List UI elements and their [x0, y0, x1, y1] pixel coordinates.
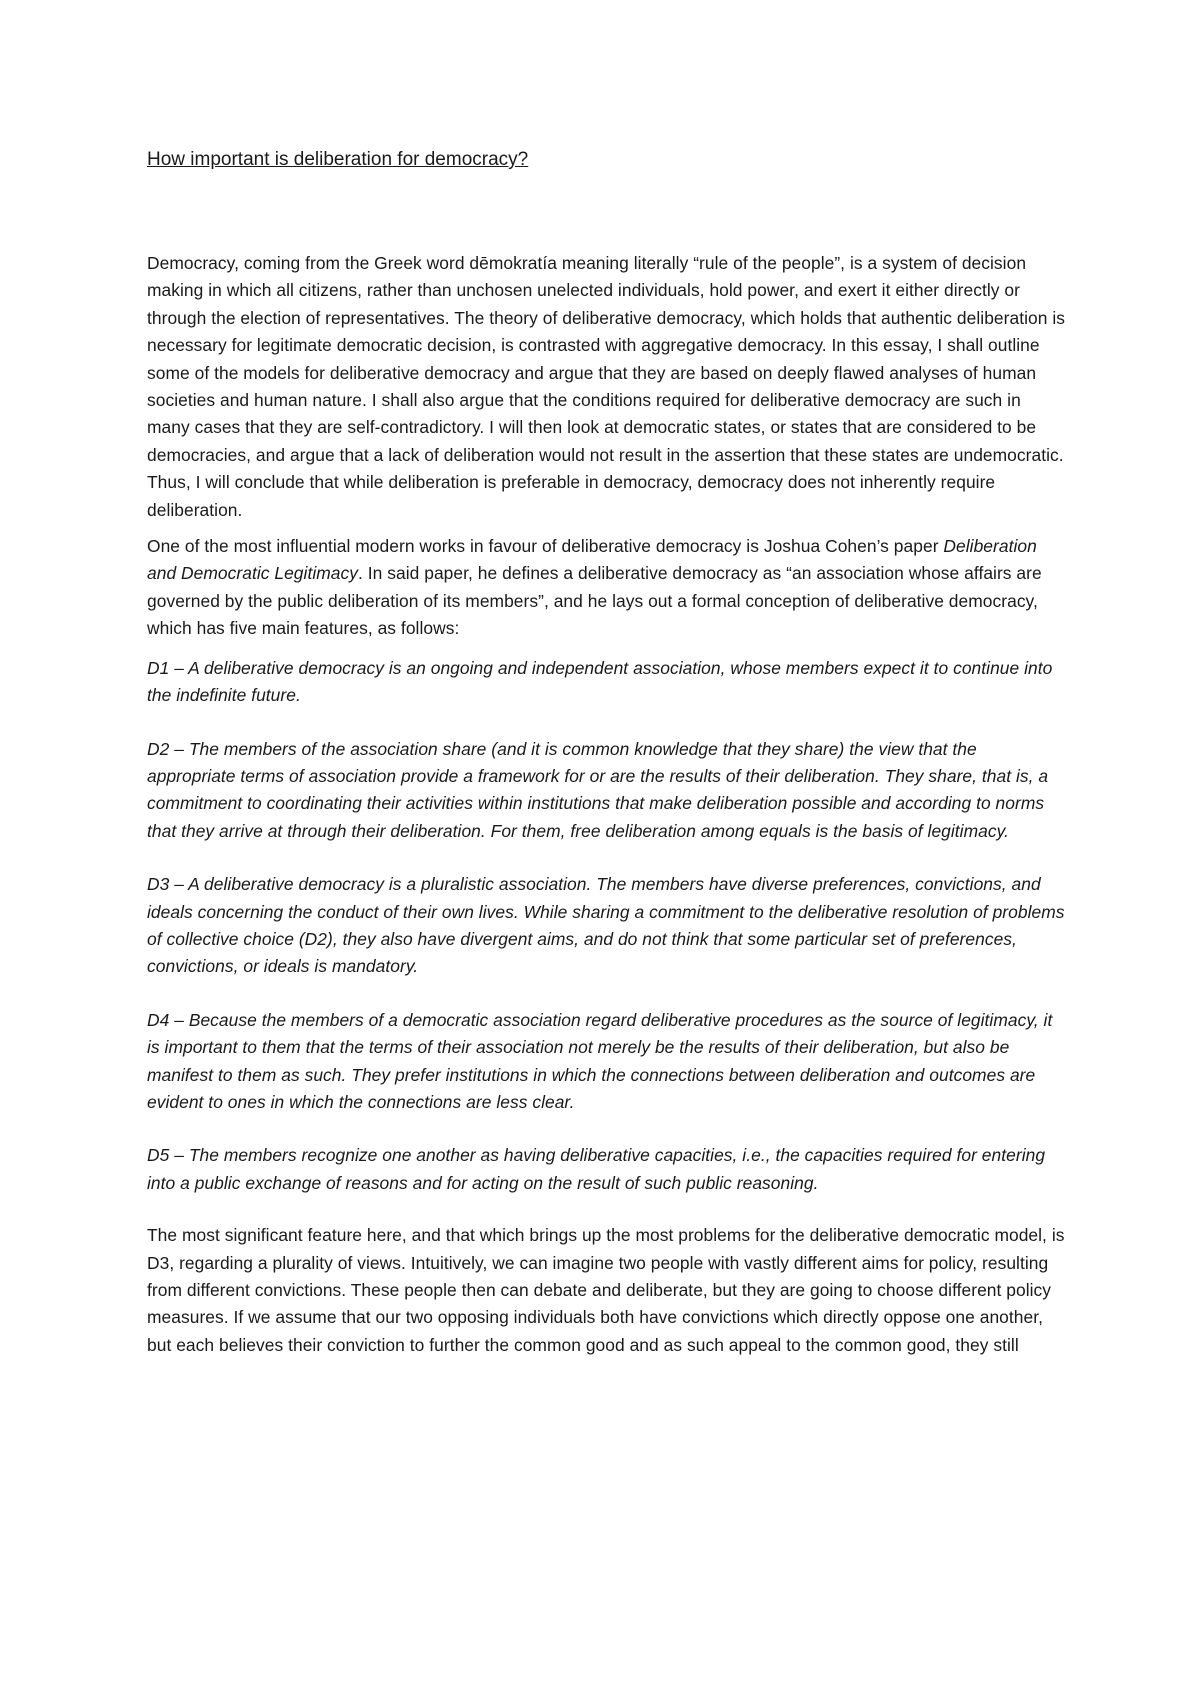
feature-d1: D1 – A deliberative democracy is an ongoing and independent association, whose members expect it to continue into the indefinite future. [147, 657, 1053, 706]
cohen-paragraph [147, 533, 1067, 643]
document-body [147, 148, 1067, 1371]
intro-paragraph: Democracy, coming from the Greek word dēmokratía meaning literally “rule of the people”, is a system of decision making in which all citizens, rather than unchosen unelected individuals, hold power, and exert it either directly or through the election of representatives. The theory of deliberative democracy, which holds that authentic deliberation is necessary for legitimate democratic decision, is contrasted with aggregative democracy. In this essay, I shall outline some of the models for deliberative democracy and argue that they are based on deeply flawed analyses of human societies and human nature. I shall also argue that the conditions required for deliberative democracy are such in many cases that they are self-contradictory. I will then look at democratic states, or states that are considered to be democracies, and argue that a lack of deliberation would not result in the assertion that these states are undemocratic. Thus, I will conclude that while deliberation is preferable in democracy, democracy does not inherently require deliberation. [147, 253, 1065, 520]
feature-d3: D3 – A deliberative democracy is a pluralistic association. The members have diverse preferences, convictions, and ideals concerning the conduct of their own lives. While sharing a commitment to the deliberative resolution of problems of collective choice (D2), they also have divergent aims, and do not think that some particular set of preferences, convictions, or ideals is mandatory. [147, 874, 1065, 977]
cohen-text-before: One of the most influential modern works in favour of deliberative democracy is Joshua Cohen’s paper [147, 536, 944, 557]
page-title: How important is deliberation for democracy? [147, 149, 529, 170]
feature-d5: D5 – The members recognize one another as having deliberative capacities, i.e., the capacities required for entering into a public exchange of reasons and for acting on the result of such public reasoning. [147, 1145, 1046, 1193]
cohen-work-title: Deliberation and Democratic Legitimacy [147, 536, 1037, 584]
feature-d2: D2 – The members of the association share (and it is common knowledge that they share) the view that the appropriate terms of association provide a framework for or are the results of their deliberation. They share, that is, a commitment to coordinating their activities within institutions that make deliberation possible and according to norms that they arrive at through their deliberation. For them, free deliberation among equals is the basis of legitimacy. [147, 738, 1049, 841]
closing-paragraph: The most significant feature here, and that which brings up the most problems for the deliberative democratic model, is D3, regarding a plurality of views. Intuitively, we can imagine two people with vastly different aims for policy, resulting from different convictions. These people then can debate and deliberate, but they are going to choose different policy measures. If we assume that our two opposing individuals both have convictions which directly oppose one another, but each believes their conviction to further the common good and as such appeal to the common good, they still [147, 1225, 1065, 1355]
cohen-text-after: . In said paper, he defines a deliberative democracy as “an association whose affairs are governed by the public deliberation of its members”, and he lays out a formal conception of deliberative democracy, which has five main features, as follows: [147, 563, 1042, 639]
feature-d4: D4 – Because the members of a democratic association regard deliberative procedures as the source of legitimacy, it is important to them that the terms of their association not merely be the results of their deliberation, but also be manifest to them as such. They prefer institutions in which the connections between deliberation and outcomes are evident to ones in which the connections are less clear. [147, 1009, 1053, 1112]
